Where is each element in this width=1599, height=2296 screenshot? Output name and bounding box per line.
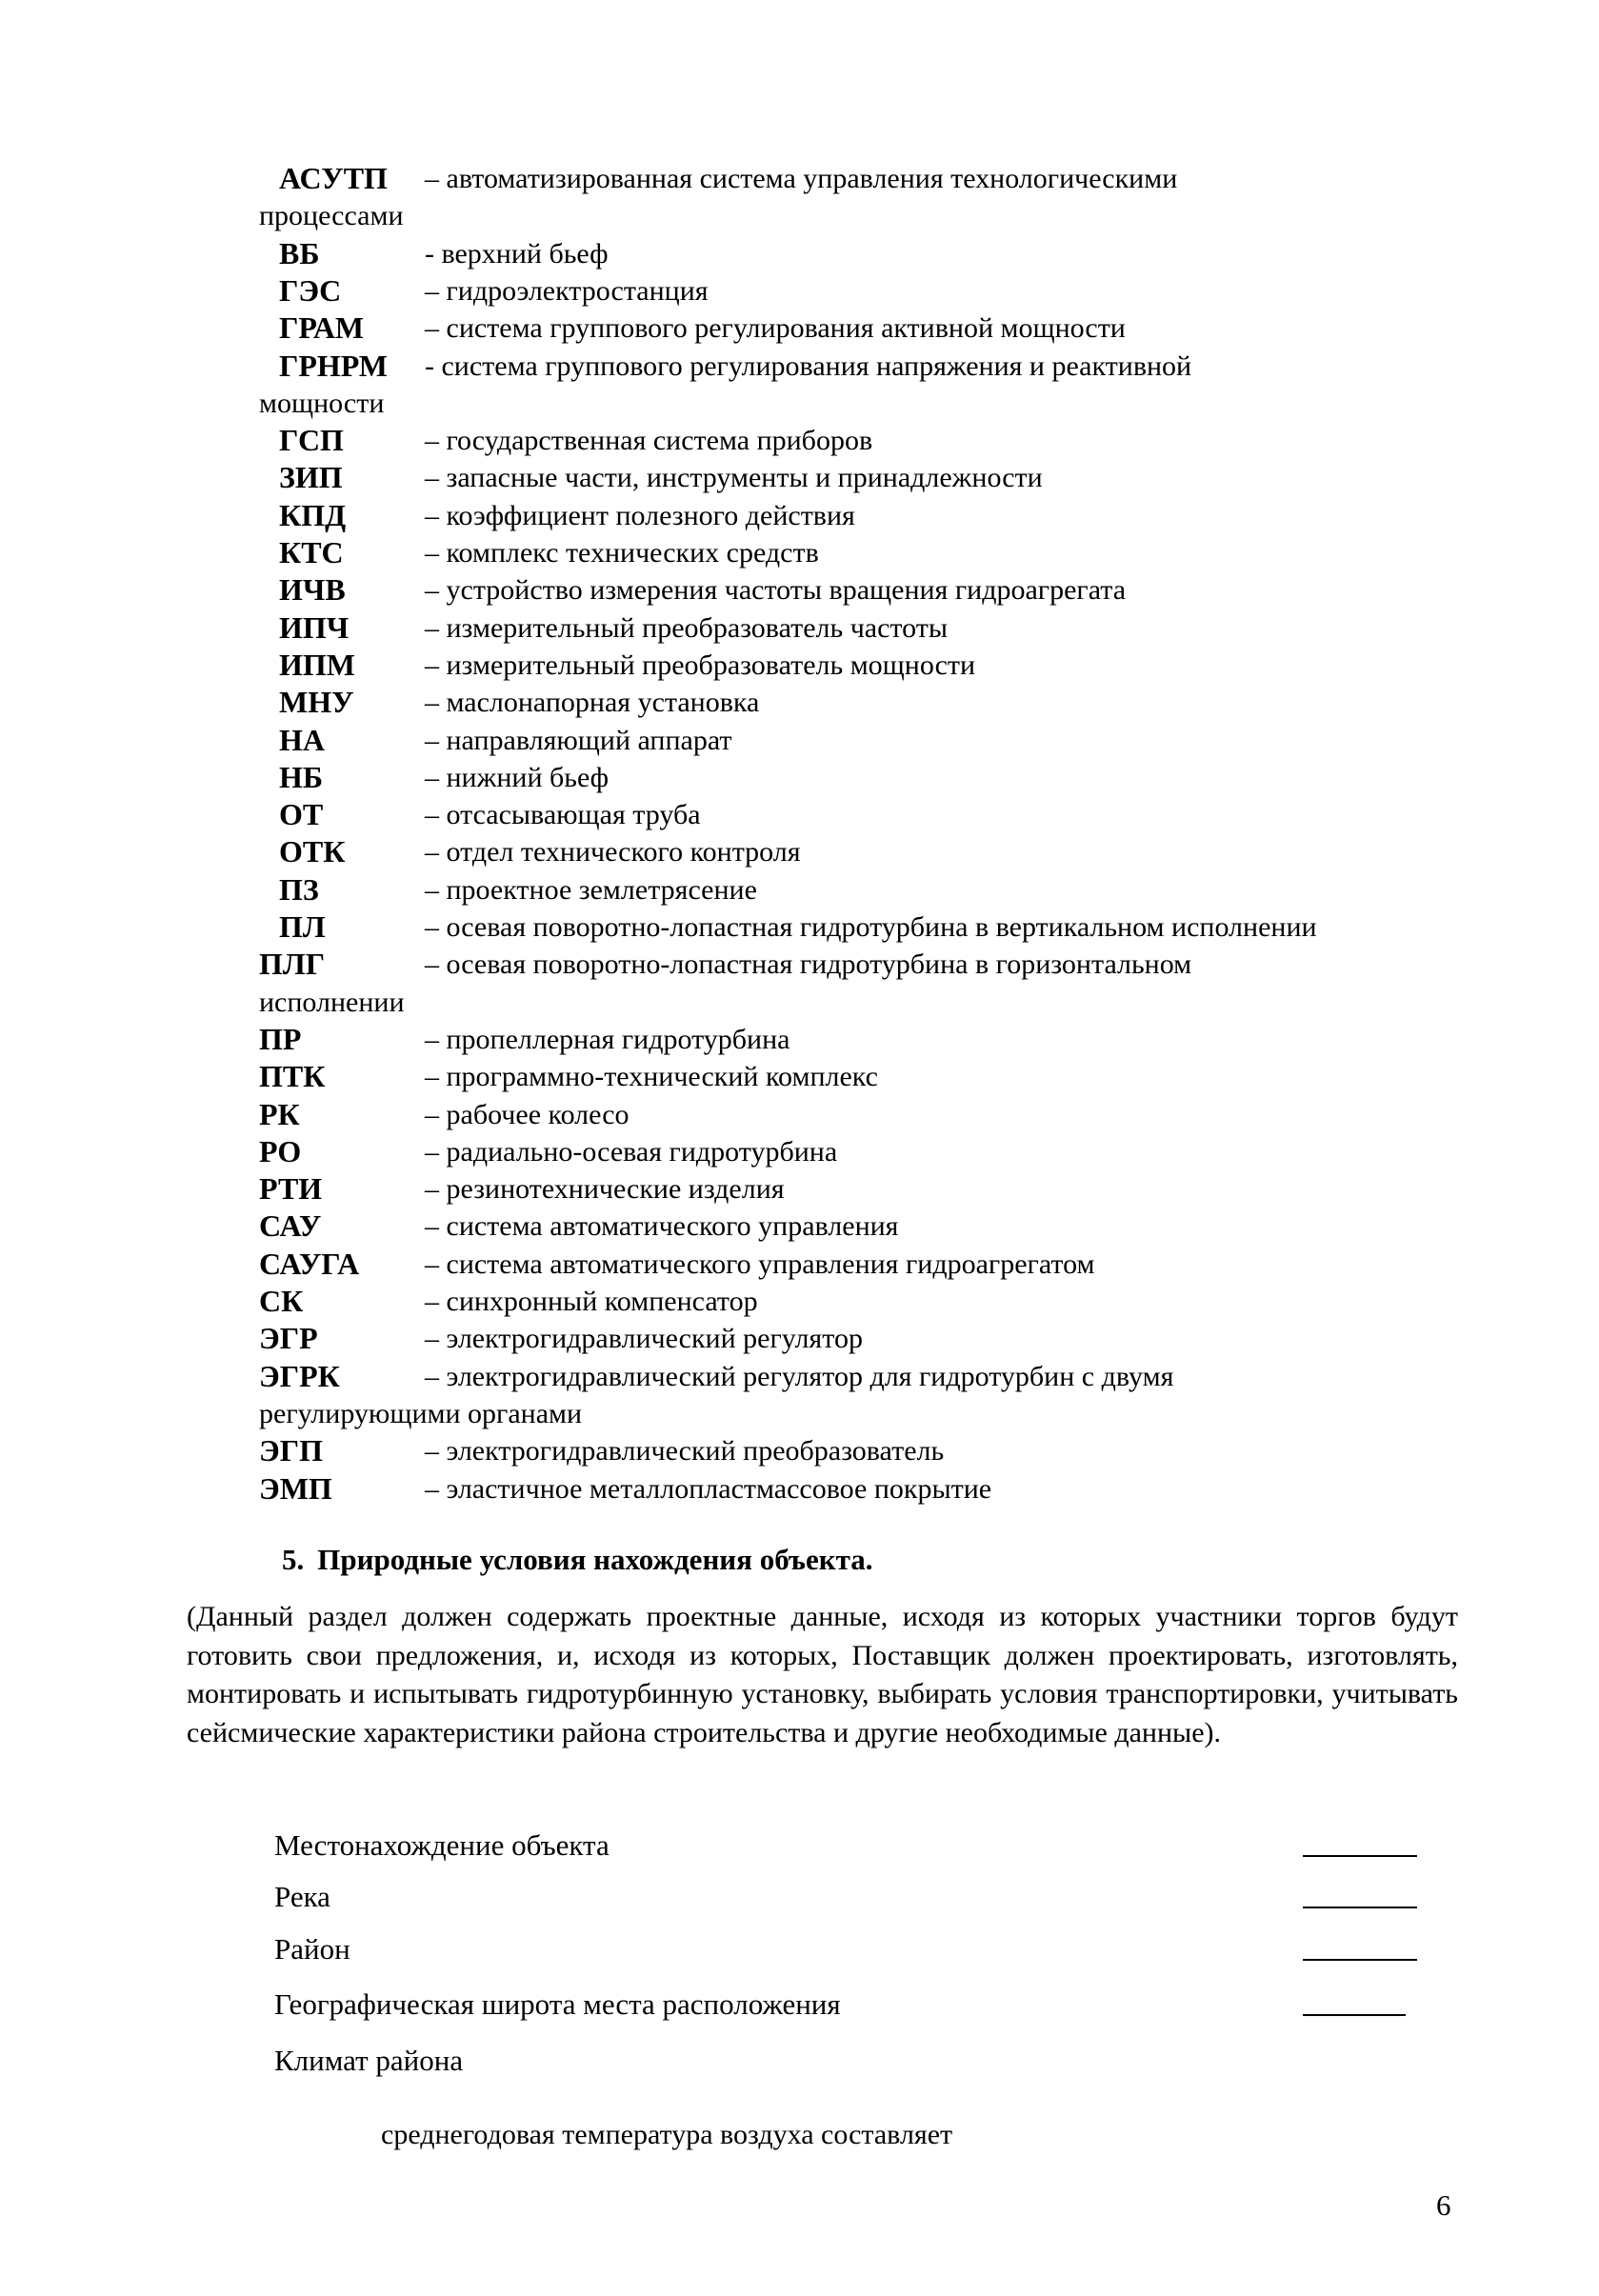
abbreviation-term: ОТК	[279, 834, 346, 869]
abbreviation-row	[0, 309, 1599, 347]
abbreviation-term: ИПЧ	[279, 609, 350, 645]
abbreviation-definition: - верхний бьеф	[425, 237, 609, 270]
abbreviation-term: КТС	[279, 535, 344, 569]
field-district	[274, 1930, 1417, 1968]
abbreviation-row	[0, 908, 1599, 946]
abbreviation-term: ОТ	[279, 797, 324, 832]
abbreviation-term: ПР	[259, 1021, 302, 1056]
abbreviation-row	[0, 534, 1599, 571]
abbreviation-definition: – радиально-осевая гидротурбина	[425, 1135, 838, 1168]
abbreviation-definition: – отдел технического контроля	[425, 836, 801, 868]
abbreviation-term: КПД	[279, 497, 347, 532]
page-number: 6	[1436, 2188, 1451, 2222]
abbreviation-term: ПЗ	[279, 871, 319, 907]
abbreviation-row	[0, 1358, 1599, 1395]
abbreviation-continuation	[0, 197, 1599, 234]
abbreviation-row	[0, 1170, 1599, 1208]
abbreviation-term: ГРАМ	[279, 310, 365, 346]
abbreviation-row	[0, 1133, 1599, 1170]
abbreviation-definition: – измерительный преобразователь частоты	[425, 611, 948, 644]
abbreviation-term: РО	[259, 1133, 302, 1168]
field-label: Климат района	[274, 2044, 464, 2077]
abbreviation-definition: – направляющий аппарат	[425, 724, 732, 756]
blank-line	[1303, 2014, 1406, 2016]
abbreviation-row	[0, 160, 1599, 197]
abbreviation-term: ПЛ	[279, 909, 326, 944]
abbreviation-definition: – электрогидравлический регулятор для гидротурбин с двумя	[425, 1360, 1174, 1392]
abbreviation-term: ВБ	[279, 235, 320, 270]
abbreviation-row	[0, 1320, 1599, 1357]
field-label: Географическая широта места расположения	[274, 1987, 841, 2021]
abbreviation-definition: – проектное землетрясение	[425, 873, 757, 906]
abbreviation-row	[0, 722, 1599, 759]
abbreviation-row	[0, 759, 1599, 796]
abbreviation-row	[0, 1246, 1599, 1283]
abbreviation-definition: – рабочее колесо	[425, 1098, 630, 1130]
definition-continuation-text: процессами	[259, 200, 404, 232]
abbreviation-definition: – отсасывающая труба	[425, 799, 701, 831]
abbreviation-row	[0, 871, 1599, 908]
abbreviation-row	[0, 647, 1599, 684]
abbreviation-definition: – осевая поворотно-лопастная гидротурбина в вертикальном исполнении	[425, 911, 1317, 943]
abbreviation-row	[0, 235, 1599, 272]
abbreviation-row	[0, 1470, 1599, 1507]
abbreviation-row	[0, 272, 1599, 309]
abbreviation-definition: – система автоматического управления гидроагрегатом	[425, 1248, 1095, 1280]
abbreviation-term: ЭГП	[259, 1433, 323, 1468]
abbreviation-term: СК	[259, 1284, 304, 1318]
climate-subitem: среднегодовая температура воздуха составляет	[381, 2119, 953, 2150]
abbreviation-definition: – резинотехнические изделия	[425, 1173, 785, 1206]
abbreviation-row	[0, 796, 1599, 833]
abbreviation-term: РТИ	[259, 1171, 323, 1207]
section-heading	[282, 1541, 872, 1579]
abbreviation-definition: – устройство измерения частоты вращения гидроагрегата	[425, 574, 1127, 607]
abbreviation-definition: – программно-технический комплекс	[425, 1061, 878, 1093]
abbreviation-term: НА	[279, 722, 325, 757]
abbreviation-row	[0, 571, 1599, 609]
abbreviation-definition: – гидроэлектростанция	[425, 274, 709, 307]
abbreviation-row	[0, 684, 1599, 721]
abbreviation-term: ПЛГ	[259, 947, 326, 982]
abbreviation-row	[0, 459, 1599, 496]
definition-continuation-text: исполнении	[259, 986, 405, 1018]
abbreviation-term: РК	[259, 1096, 300, 1131]
abbreviation-row	[0, 1021, 1599, 1058]
abbreviation-definition: – измерительный преобразователь мощности	[425, 649, 976, 681]
abbreviation-term: НБ	[279, 759, 324, 794]
abbreviation-definition: – запасные части, инструменты и принадлежности	[425, 462, 1043, 494]
abbreviation-term: САУГА	[259, 1246, 360, 1281]
abbreviation-definition: – маслонапорная установка	[425, 687, 760, 719]
blank-line	[1303, 1855, 1417, 1857]
abbreviation-continuation	[0, 385, 1599, 422]
abbreviation-row	[0, 1208, 1599, 1245]
field-label: Район	[274, 1932, 350, 1966]
abbreviation-definition: – система группового регулирования активной мощности	[425, 312, 1126, 345]
abbreviation-continuation	[0, 984, 1599, 1021]
section-title: Природные условия нахождения объекта.	[317, 1543, 873, 1576]
abbreviation-row	[0, 1432, 1599, 1469]
abbreviation-term: ЭГР	[259, 1321, 318, 1356]
definition-continuation-text: мощности	[259, 387, 385, 419]
abbreviation-row	[0, 946, 1599, 983]
definition-continuation-text: регулирующими органами	[259, 1397, 583, 1429]
field-label: Местонахождение объекта	[274, 1828, 610, 1862]
abbreviation-term: ЗИП	[279, 460, 343, 495]
abbreviation-term: ИПМ	[279, 647, 355, 682]
abbreviation-definition: – электрогидравлический преобразователь	[425, 1435, 945, 1467]
abbreviation-definition: – осевая поворотно-лопастная гидротурбина в горизонтальном	[425, 948, 1192, 981]
abbreviation-row	[0, 1283, 1599, 1320]
abbreviation-definition: – государственная система приборов	[425, 425, 873, 457]
abbreviation-row	[0, 497, 1599, 534]
abbreviation-row	[0, 348, 1599, 385]
field-label: Река	[274, 1880, 330, 1913]
field-location	[274, 1827, 1417, 1865]
abbreviation-term: ГРНРМ	[279, 348, 388, 383]
abbreviation-definition: – коэффициент полезного действия	[425, 499, 855, 531]
abbreviation-definition: – синхронный компенсатор	[425, 1286, 758, 1317]
abbreviation-definition: – пропеллерная гидротурбина	[425, 1023, 790, 1055]
abbreviation-term: ГЭС	[279, 272, 342, 308]
abbreviation-definition: – автоматизированная система управления технологическими	[425, 163, 1178, 194]
abbreviation-term: ГСП	[279, 423, 344, 458]
field-latitude	[274, 1986, 1417, 2024]
abbreviation-row	[0, 1096, 1599, 1133]
abbreviation-definition: – электрогидравлический регулятор	[425, 1323, 863, 1355]
abbreviation-row	[0, 1058, 1599, 1095]
abbreviation-term: САУ	[259, 1208, 322, 1244]
abbreviation-row	[0, 609, 1599, 647]
abbreviation-row	[0, 422, 1599, 459]
field-river	[274, 1878, 1417, 1916]
blank-line	[1303, 1959, 1417, 1961]
abbreviation-term: ПТК	[259, 1059, 326, 1094]
abbreviation-continuation	[0, 1395, 1599, 1432]
section-intro-paragraph: (Данный раздел должен содержать проектные данные, исходя из которых участники торгов будут готовить свои предложения, и, исходя из которых, Поставщик должен проектировать, изготовлять, монтировать и испытывать гидротурбинную установку, выбирать условия транспортировки, учитывать сейсмические характеристики района строительства и другие необходимые данные).	[187, 1601, 1458, 1748]
abbreviation-term: ИЧВ	[279, 572, 346, 608]
blank-line	[1303, 1907, 1417, 1908]
abbreviation-term: ЭГРК	[259, 1358, 340, 1393]
abbreviation-definition: – нижний бьеф	[425, 761, 610, 793]
field-climate	[274, 2042, 1417, 2080]
abbreviation-term: МНУ	[279, 685, 354, 720]
abbreviation-definition: – эластичное металлопластмассовое покрытие	[425, 1472, 992, 1505]
abbreviation-term: ЭМП	[259, 1470, 332, 1506]
abbreviation-definition: – система автоматического управления	[425, 1210, 899, 1243]
abbreviation-term: АСУТП	[279, 161, 388, 195]
section-number: 5.	[282, 1543, 305, 1576]
abbreviation-definition: - система группового регулирования напряжения и реактивной	[425, 349, 1192, 382]
abbreviation-definition: – комплекс технических средств	[425, 537, 819, 569]
abbreviation-row	[0, 833, 1599, 870]
